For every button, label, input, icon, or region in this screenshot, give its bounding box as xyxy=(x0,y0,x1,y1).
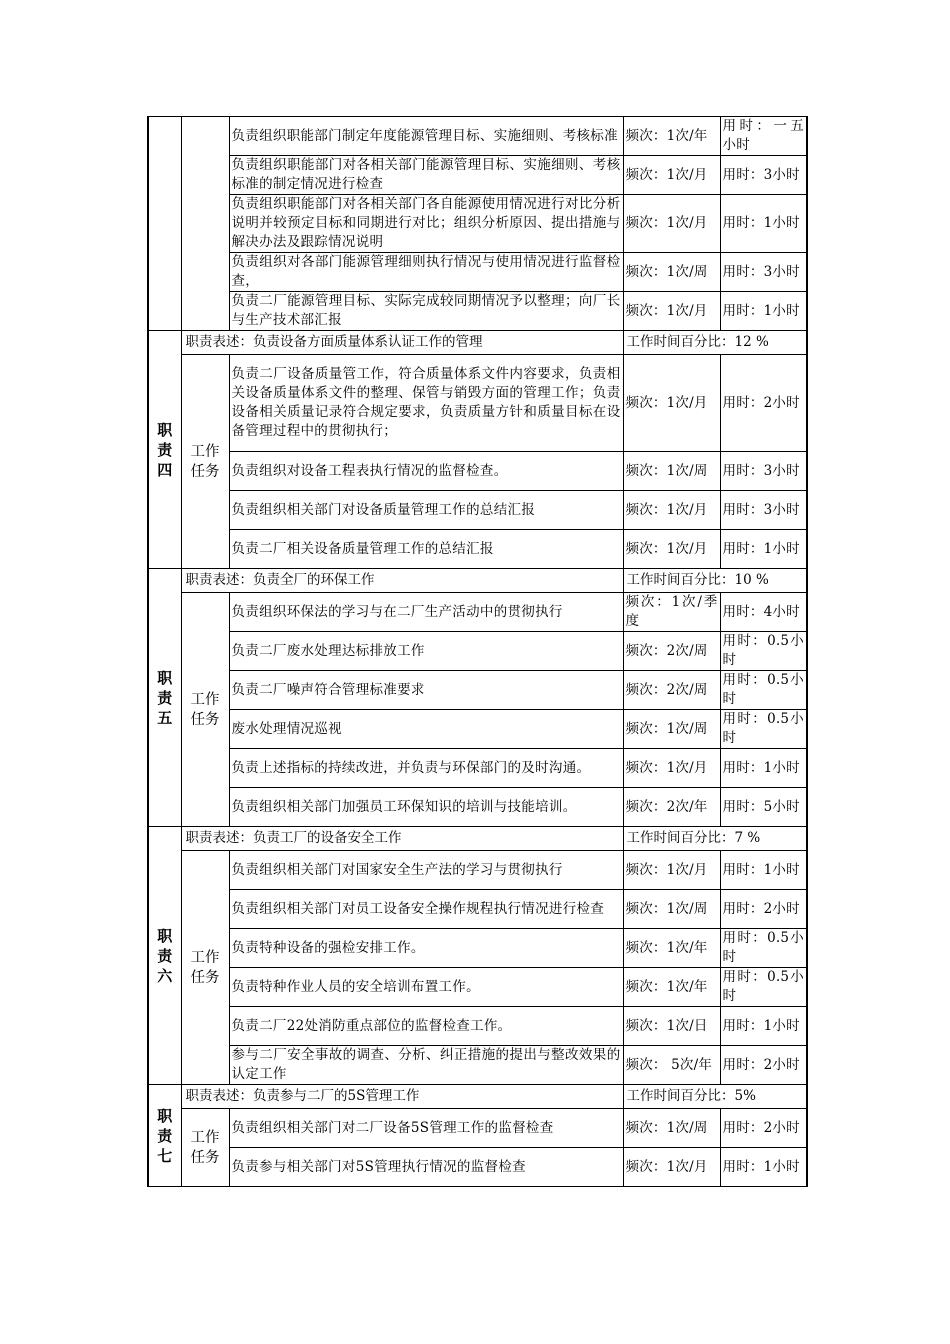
task-row xyxy=(148,1109,807,1148)
work-time-percent: 工作时间百分比：10 % xyxy=(623,569,807,593)
duty-label-text: 职责七 xyxy=(157,1106,173,1165)
duty-statement xyxy=(181,331,623,355)
task-hours: 用时：0.5小时 xyxy=(720,671,807,710)
task-row xyxy=(148,710,807,749)
task-hours: 用时：4小时 xyxy=(720,593,807,632)
duty-table-body xyxy=(148,117,807,1187)
duty-statement xyxy=(181,827,623,851)
work-task-label xyxy=(181,117,229,331)
task-row xyxy=(148,1007,807,1046)
task-description: 负责特种作业人员的安全培训布置工作。 xyxy=(229,968,623,1007)
duty-table xyxy=(147,116,808,1187)
task-description: 负责特种设备的强检安排工作。 xyxy=(229,929,623,968)
task-frequency: 频次：1次/日 xyxy=(623,1007,720,1046)
duty-statement-text: 负责工厂的设备安全工作 xyxy=(253,830,402,846)
task-row xyxy=(148,491,807,530)
work-task-label xyxy=(181,1109,229,1187)
task-row xyxy=(148,156,807,195)
task-hours: 用时：3小时 xyxy=(720,253,807,292)
task-description: 废水处理情况巡视 xyxy=(229,710,623,749)
task-frequency: 频次：1次/年 xyxy=(623,968,720,1007)
task-hours: 用时：1小时 xyxy=(720,749,807,788)
task-row xyxy=(148,355,807,452)
task-description: 负责组织对各部门能源管理细则执行情况与使用情况进行监督检查， xyxy=(229,253,623,292)
work-task-label-text: 工作任务 xyxy=(190,443,220,480)
task-description: 负责组织环保法的学习与在二厂生产活动中的贯彻执行 xyxy=(229,593,623,632)
task-description: 负责上述指标的持续改进，并负责与环保部门的及时沟通。 xyxy=(229,749,623,788)
work-task-label xyxy=(181,851,229,1085)
task-frequency: 频次：1次/周 xyxy=(623,890,720,929)
task-description: 负责二厂相关设备质量管理工作的总结汇报 xyxy=(229,530,623,569)
task-hours: 用时：1小时 xyxy=(720,530,807,569)
work-time-percent: 工作时间百分比：7 % xyxy=(623,827,807,851)
task-row xyxy=(148,593,807,632)
duty-statement-label: 职责表述： xyxy=(185,1088,253,1104)
task-frequency: 频次：1次/周 xyxy=(623,710,720,749)
task-description: 负责二厂设备质量管工作，符合质量体系文件内容要求，负责相关设备质量体系文件的整理、保管与销毁方面的管理工作；负责设备相关质量记录符合规定要求，负责质量方针和质量目标在设备管理过程中的贯彻执行； xyxy=(229,355,623,452)
task-row xyxy=(148,292,807,331)
task-description: 负责组织职能部门制定年度能源管理目标、实施细则、考核标准 xyxy=(229,117,623,156)
duty-label xyxy=(148,827,181,1085)
task-frequency: 频次：1次/周 xyxy=(623,452,720,491)
task-hours: 用时：5小时 xyxy=(720,788,807,827)
task-hours: 用时：3小时 xyxy=(720,452,807,491)
task-frequency: 频次：1次/周 xyxy=(623,1109,720,1148)
duty-label-text: 职责四 xyxy=(157,420,173,479)
task-description: 负责二厂22处消防重点部位的监督检查工作。 xyxy=(229,1007,623,1046)
duty-label xyxy=(148,331,181,569)
duty-statement-label: 职责表述： xyxy=(185,334,253,350)
task-row xyxy=(148,632,807,671)
task-frequency: 频次：2次/周 xyxy=(623,671,720,710)
duty-statement-text: 负责全厂的环保工作 xyxy=(253,572,375,588)
task-frequency: 频次：1次/月 xyxy=(623,749,720,788)
task-row xyxy=(148,968,807,1007)
task-hours: 用时：2小时 xyxy=(720,355,807,452)
task-description: 负责组织相关部门对员工设备安全操作规程执行情况进行检查 xyxy=(229,890,623,929)
task-description: 负责二厂噪声符合管理标准要求 xyxy=(229,671,623,710)
task-row xyxy=(148,1148,807,1187)
duty-statement-label: 职责表述： xyxy=(185,572,253,588)
duty-label xyxy=(148,569,181,827)
task-hours: 用时：2小时 xyxy=(720,1109,807,1148)
task-row xyxy=(148,929,807,968)
task-description: 负责组织相关部门加强员工环保知识的培训与技能培训。 xyxy=(229,788,623,827)
duty-label xyxy=(148,117,181,331)
duty-label xyxy=(148,1085,181,1187)
task-hours: 用时：1小时 xyxy=(720,292,807,331)
task-frequency: 频次：1次/月 xyxy=(623,530,720,569)
task-frequency: 频次：1次/季度 xyxy=(623,593,720,632)
task-hours: 用时：一五小时 xyxy=(720,117,807,156)
statement-row xyxy=(148,331,807,355)
task-description: 负责二厂能源管理目标、实际完成较同期情况予以整理；向厂长与生产技术部汇报 xyxy=(229,292,623,331)
task-description: 负责组织职能部门对各相关部门各自能源使用情况进行对比分析说明并较预定目标和同期进行对比；组织分析原因、提出措施与解决办法及跟踪情况说明 xyxy=(229,195,623,253)
task-frequency: 频次：1次/月 xyxy=(623,292,720,331)
task-frequency: 频次：1次/年 xyxy=(623,929,720,968)
work-task-label-text: 工作任务 xyxy=(190,949,220,986)
duty-statement xyxy=(181,569,623,593)
statement-row xyxy=(148,827,807,851)
task-row xyxy=(148,452,807,491)
task-frequency: 频次：1次/年 xyxy=(623,117,720,156)
task-hours: 用时：0.5小时 xyxy=(720,632,807,671)
task-description: 负责组织相关部门对设备质量管理工作的总结汇报 xyxy=(229,491,623,530)
work-task-label-text: 工作任务 xyxy=(190,691,220,728)
statement-row xyxy=(148,569,807,593)
work-task-label xyxy=(181,593,229,827)
task-hours: 用时：2小时 xyxy=(720,1046,807,1085)
task-row xyxy=(148,671,807,710)
task-frequency: 频次：2次/周 xyxy=(623,632,720,671)
task-frequency: 频次： 5次/年 xyxy=(623,1046,720,1085)
work-time-percent: 工作时间百分比：5% xyxy=(623,1085,807,1109)
task-hours: 用时：2小时 xyxy=(720,890,807,929)
duty-statement xyxy=(181,1085,623,1109)
task-row xyxy=(148,1046,807,1085)
duty-label-text: 职责五 xyxy=(157,668,173,727)
task-row xyxy=(148,788,807,827)
task-frequency: 频次：1次/月 xyxy=(623,851,720,890)
task-hours: 用时：0.5小时 xyxy=(720,710,807,749)
task-description: 负责组织对设备工程表执行情况的监督检查。 xyxy=(229,452,623,491)
task-hours: 用时：0.5小时 xyxy=(720,929,807,968)
task-hours: 用时：1小时 xyxy=(720,195,807,253)
task-description: 负责组织职能部门对各相关部门能源管理目标、实施细则、考核标准的制定情况进行检查 xyxy=(229,156,623,195)
task-description: 参与二厂安全事故的调查、分析、纠正措施的提出与整改效果的认定工作 xyxy=(229,1046,623,1085)
task-row xyxy=(148,851,807,890)
task-frequency: 频次：1次/月 xyxy=(623,156,720,195)
task-frequency: 频次：1次/周 xyxy=(623,253,720,292)
task-hours: 用时：1小时 xyxy=(720,851,807,890)
task-hours: 用时：3小时 xyxy=(720,156,807,195)
duty-statement-label: 职责表述： xyxy=(185,830,253,846)
task-hours: 用时：0.5小时 xyxy=(720,968,807,1007)
work-task-label xyxy=(181,355,229,569)
duty-label-text: 职责六 xyxy=(157,926,173,985)
task-hours: 用时：1小时 xyxy=(720,1148,807,1187)
task-row xyxy=(148,253,807,292)
task-frequency: 频次：1次/月 xyxy=(623,1148,720,1187)
task-frequency: 频次：1次/月 xyxy=(623,355,720,452)
task-description: 负责组织相关部门对二厂设备5S管理工作的监督检查 xyxy=(229,1109,623,1148)
task-frequency: 频次：1次/月 xyxy=(623,491,720,530)
task-hours: 用时：1小时 xyxy=(720,1007,807,1046)
task-frequency: 频次：2次/年 xyxy=(623,788,720,827)
task-description: 负责二厂废水处理达标排放工作 xyxy=(229,632,623,671)
task-frequency: 频次：1次/月 xyxy=(623,195,720,253)
task-row xyxy=(148,530,807,569)
task-row xyxy=(148,890,807,929)
duty-statement-text: 负责参与二厂的5S管理工作 xyxy=(253,1088,420,1104)
task-row xyxy=(148,195,807,253)
work-time-percent: 工作时间百分比：12 % xyxy=(623,331,807,355)
duty-statement-text: 负责设备方面质量体系认证工作的管理 xyxy=(253,334,483,350)
task-row xyxy=(148,117,807,156)
task-row xyxy=(148,749,807,788)
task-description: 负责组织相关部门对国家安全生产法的学习与贯彻执行 xyxy=(229,851,623,890)
statement-row xyxy=(148,1085,807,1109)
work-task-label-text: 工作任务 xyxy=(190,1129,220,1166)
task-hours: 用时：3小时 xyxy=(720,491,807,530)
task-description: 负责参与相关部门对5S管理执行情况的监督检查 xyxy=(229,1148,623,1187)
